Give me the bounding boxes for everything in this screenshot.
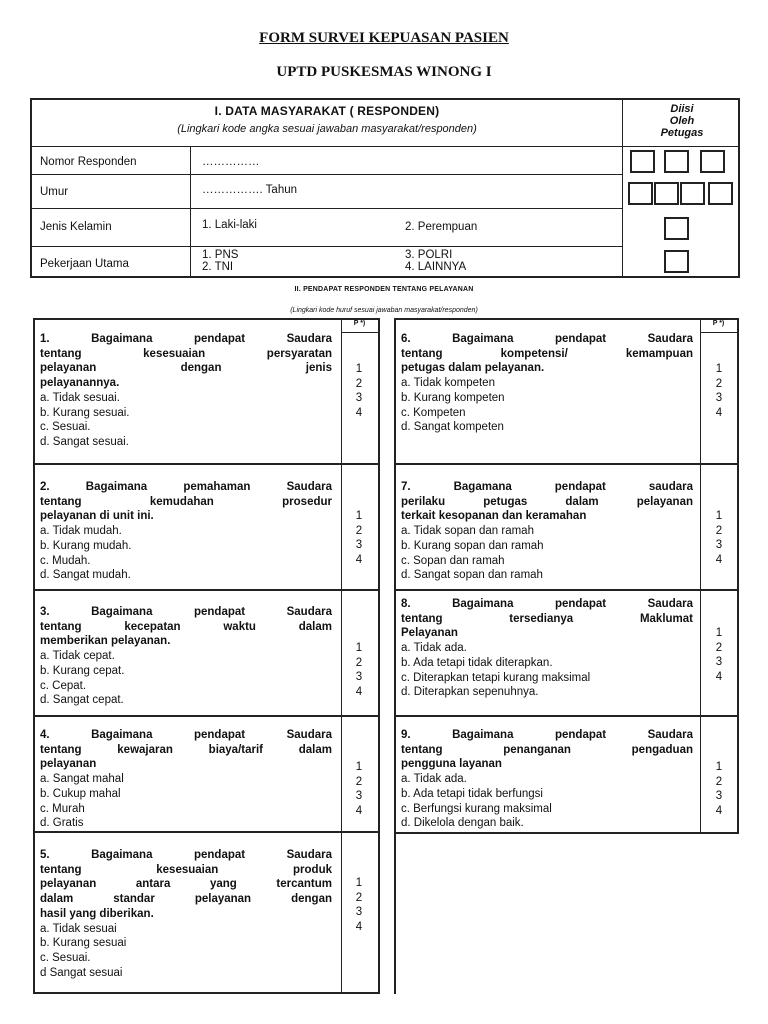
form-subtitle: UPTD PUSKESMAS WINONG I (276, 64, 492, 80)
answer-option[interactable]: c. Murah (40, 802, 85, 815)
answer-code[interactable]: 4 (715, 805, 723, 818)
answer-code[interactable]: 2 (355, 775, 363, 788)
option-laki-laki[interactable]: 1. Laki-laki (202, 219, 257, 231)
question-text-line: 7. Bagamana pendapat saudara (401, 481, 693, 493)
answer-codes (712, 509, 726, 568)
question-8 (401, 597, 693, 700)
answer-option[interactable]: d Sangat sesuai (40, 966, 123, 979)
answer-code[interactable]: 3 (715, 392, 723, 405)
petugas-box-umur-4[interactable] (708, 182, 733, 205)
diisi-line: Petugas (660, 127, 704, 139)
answer-option[interactable]: a. Sangat mahal (40, 773, 124, 786)
answer-option[interactable]: a. Tidak ada. (401, 642, 467, 655)
question-separator (396, 463, 737, 465)
answer-code[interactable]: 3 (715, 656, 723, 669)
answer-option[interactable]: a. Tidak sopan dan ramah (401, 525, 534, 538)
answer-option[interactable]: c. Sesuai. (40, 951, 91, 964)
diisi-line: Diisi (670, 103, 694, 115)
answer-code[interactable]: 1 (715, 363, 723, 375)
row-value-umur: ……………. Tahun (202, 184, 298, 196)
answer-code[interactable]: 4 (715, 554, 723, 567)
row-label-nomor: Nomor Responden (40, 156, 137, 168)
answer-option[interactable]: b. Kurang kompeten (401, 391, 505, 404)
answer-code[interactable]: 3 (355, 671, 363, 684)
answer-code[interactable]: 2 (355, 656, 363, 669)
table-divider (190, 146, 191, 276)
question-text-line: tentang kesesuaian persyaratan (40, 347, 332, 360)
answer-code[interactable]: 1 (715, 761, 723, 773)
row-label-jenis-kelamin: Jenis Kelamin (40, 221, 112, 233)
answer-option[interactable]: d. Dikelola dengan baik. (401, 817, 524, 830)
option-lainnya[interactable]: 4. LAINNYA (405, 261, 467, 273)
answer-code[interactable]: 3 (355, 539, 363, 552)
answer-option[interactable]: b. Kurang sopan dan ramah (401, 539, 544, 552)
answer-option[interactable]: d. Sangat mudah. (40, 569, 131, 582)
section1-heading: I. DATA MASYARAKAT ( RESPONDEN) (214, 104, 440, 118)
petugas-box-jenis-kelamin[interactable] (664, 217, 689, 240)
answer-option[interactable]: d. Diterapkan sepenuhnya. (401, 686, 539, 699)
question-text-line: dalam standar pelayanan dengan (40, 893, 332, 906)
answer-option[interactable]: c. Sesuai. (40, 421, 91, 434)
question-text-line: terkait kesopanan dan keramahan (401, 510, 587, 523)
answer-code[interactable]: 2 (715, 641, 723, 654)
answer-option[interactable]: b. Ada tetapi tidak diterapkan. (401, 656, 553, 669)
row-value-nomor: …………… (202, 156, 260, 168)
answer-code[interactable]: 3 (355, 392, 363, 405)
question-text-line: pelayanan di unit ini. (40, 510, 154, 523)
answer-code[interactable]: 4 (355, 554, 363, 567)
question-text-line: tentang kewajaran biaya/tarif dalam (40, 743, 332, 756)
answer-code[interactable]: 1 (715, 510, 723, 522)
answer-option[interactable]: a. Tidak sesuai. (40, 391, 120, 404)
question-separator (35, 589, 378, 591)
question-text-line: pelayanan (40, 758, 97, 771)
answer-code[interactable]: 4 (715, 407, 723, 420)
answer-option[interactable]: b. Ada tetapi tidak berfungsi (401, 787, 543, 800)
respondent-data-table (30, 98, 740, 278)
question-text-line: Pelayanan (401, 627, 458, 640)
petugas-box-umur-3[interactable] (680, 182, 705, 205)
answer-option[interactable]: a. Tidak kompeten (401, 377, 495, 390)
answer-option[interactable]: b. Kurang mudah. (40, 539, 132, 552)
answer-option[interactable]: d. Sangat sopan dan ramah (401, 569, 543, 582)
table-divider (622, 100, 623, 276)
option-pns[interactable]: 1. PNS (202, 249, 239, 261)
answer-code[interactable]: 1 (355, 761, 363, 773)
answer-code[interactable]: 4 (355, 686, 363, 699)
question-separator (396, 589, 737, 591)
answer-code[interactable]: 1 (355, 877, 363, 889)
right-column-border (394, 834, 396, 994)
p-header: P *) (712, 320, 725, 327)
question-text (401, 597, 693, 641)
question-text-line: tentang kompetensi/ kemampuan (401, 347, 693, 360)
diisi-oleh-petugas (624, 103, 740, 139)
answer-option[interactable]: d. Sangat kompeten (401, 421, 504, 434)
question-text (40, 480, 332, 524)
question-separator (35, 463, 378, 465)
question-text-line: 1. Bagaimana pendapat Saudara (40, 333, 332, 345)
question-text (401, 728, 693, 772)
answer-option[interactable]: a. Tidak ada. (401, 773, 467, 786)
answer-codes (352, 760, 366, 819)
question-text (401, 480, 693, 524)
answer-codes (352, 641, 366, 700)
question-text-line: perilaku petugas dalam pelayanan (401, 495, 693, 508)
question-text-line: tentang kecepatan waktu dalam (40, 620, 332, 633)
question-text-line: pelayanannya. (40, 377, 120, 390)
answer-code[interactable]: 2 (355, 524, 363, 537)
answer-code[interactable]: 4 (355, 805, 363, 818)
answer-code[interactable]: 1 (355, 363, 363, 375)
section2-title: II. PENDAPAT RESPONDEN TENTANG PELAYANAN (294, 286, 474, 293)
question-text-line: memberikan pelayanan. (40, 635, 171, 648)
answer-code[interactable]: 4 (355, 921, 363, 934)
table-divider (32, 146, 738, 147)
answer-option[interactable]: c. Berfungsi kurang maksimal (401, 802, 552, 815)
question-text-line: tentang kemudahan prosedur (40, 495, 332, 508)
answer-code[interactable]: 2 (715, 524, 723, 537)
form-title: FORM SURVEI KEPUASAN PASIEN (259, 30, 509, 46)
table-divider (32, 174, 622, 175)
question-text-line: 5. Bagaimana pendapat Saudara (40, 849, 332, 861)
section1-header (32, 104, 622, 135)
question-4 (40, 728, 332, 831)
question-text-line: pengguna layanan (401, 758, 502, 771)
answer-code[interactable]: 3 (355, 906, 363, 919)
question-9 (401, 728, 693, 831)
answer-code[interactable]: 3 (355, 790, 363, 803)
answer-codes (712, 626, 726, 685)
question-text (40, 848, 332, 922)
question-text-line: 9. Bagaimana pendapat Saudara (401, 729, 693, 741)
petugas-box-umur-1[interactable] (628, 182, 653, 205)
table-divider (32, 246, 622, 247)
p-header-line (700, 332, 737, 333)
question-text-line: 3. Bagaimana pendapat Saudara (40, 606, 332, 618)
option-tni[interactable]: 2. TNI (202, 261, 234, 273)
option-pekerjaan-2[interactable] (405, 249, 466, 273)
question-separator (396, 715, 737, 717)
answer-codes (352, 509, 366, 568)
petugas-box-nomor-1[interactable] (630, 150, 655, 173)
p-column-divider (700, 320, 701, 832)
row-label-umur: Umur (40, 186, 69, 198)
p-header: P *) (353, 320, 366, 327)
petugas-box-nomor-3[interactable] (700, 150, 725, 173)
answer-codes (712, 760, 726, 819)
answer-code[interactable]: 3 (715, 790, 723, 803)
question-3 (40, 605, 332, 708)
answer-option[interactable]: c. Sopan dan ramah (401, 554, 505, 567)
petugas-box-pekerjaan[interactable] (664, 250, 689, 273)
answer-code[interactable]: 2 (715, 377, 723, 390)
answer-code[interactable]: 4 (355, 407, 363, 420)
section1-instruction: (Lingkari kode angka sesuai jawaban masyarakat/responden) (177, 123, 477, 135)
option-pekerjaan-1[interactable] (202, 249, 238, 273)
answer-option[interactable]: d. Sangat cepat. (40, 694, 124, 707)
question-text (40, 728, 332, 772)
question-text-line: 2. Bagaimana pemahaman Saudara (40, 481, 332, 493)
answer-option[interactable]: c. Kompeten (401, 406, 466, 419)
question-text-line: petugas dalam pelayanan. (401, 362, 545, 375)
p-header-line (341, 332, 378, 333)
answer-option[interactable]: c. Cepat. (40, 679, 87, 692)
answer-option[interactable]: c. Mudah. (40, 554, 91, 567)
question-2 (40, 480, 332, 583)
question-separator (35, 831, 378, 833)
answer-code[interactable]: 1 (355, 510, 363, 522)
answer-option[interactable]: b. Kurang sesuai. (40, 406, 130, 419)
option-perempuan[interactable]: 2. Perempuan (405, 221, 478, 233)
answer-option[interactable]: b. Kurang cepat. (40, 664, 125, 677)
table-divider (32, 208, 622, 209)
answer-codes (712, 362, 726, 421)
answer-option[interactable]: c. Diterapkan tetapi kurang maksimal (401, 671, 591, 684)
answer-code[interactable]: 1 (355, 642, 363, 654)
question-text-line: 6. Bagaimana pendapat Saudara (401, 333, 693, 345)
question-text-line: pelayanan antara yang tercantum (40, 878, 332, 891)
question-text-line: tentang penanganan pengaduan (401, 743, 693, 756)
question-text-line: pelayanan dengan jenis (40, 362, 332, 375)
answer-option[interactable]: d. Sangat sesuai. (40, 435, 129, 448)
question-7 (401, 480, 693, 583)
answer-option[interactable]: a. Tidak cepat. (40, 650, 115, 663)
answer-option[interactable]: b. Cukup mahal (40, 787, 121, 800)
question-text-line: 4. Bagaimana pendapat Saudara (40, 729, 332, 741)
question-text-line: tentang kesesuaian produk (40, 863, 332, 876)
answer-option[interactable]: a. Tidak sesuai (40, 922, 117, 935)
answer-code[interactable]: 1 (715, 627, 723, 639)
question-text-line: tentang tersedianya Maklumat (401, 612, 693, 625)
question-6 (401, 332, 693, 435)
answer-option[interactable]: d. Gratis (40, 817, 84, 830)
diisi-line: Oleh (669, 115, 695, 127)
option-polri[interactable]: 3. POLRI (405, 249, 453, 261)
answer-code[interactable]: 2 (715, 775, 723, 788)
question-5 (40, 848, 332, 980)
answer-option[interactable]: b. Kurang sesuai (40, 937, 127, 950)
answer-code[interactable]: 2 (355, 891, 363, 904)
answer-code[interactable]: 3 (715, 539, 723, 552)
section2-instruction: (Lingkari kode huruf sesuai jawaban masyarakat/responden) (290, 307, 478, 314)
row-label-pekerjaan: Pekerjaan Utama (40, 258, 129, 270)
question-separator (35, 715, 378, 717)
answer-code[interactable]: 4 (715, 671, 723, 684)
question-text-line: 8. Bagaimana pendapat Saudara (401, 598, 693, 610)
p-column-divider (341, 320, 342, 992)
petugas-box-umur-2[interactable] (654, 182, 679, 205)
answer-option[interactable]: a. Tidak mudah. (40, 525, 122, 538)
question-text (40, 605, 332, 649)
answer-codes (352, 876, 366, 935)
answer-code[interactable]: 2 (355, 377, 363, 390)
answer-codes (352, 362, 366, 421)
petugas-box-nomor-2[interactable] (664, 150, 689, 173)
question-1 (40, 332, 332, 450)
question-text-line: hasil yang diberikan. (40, 907, 154, 920)
question-text (401, 332, 693, 376)
question-text (40, 332, 332, 391)
